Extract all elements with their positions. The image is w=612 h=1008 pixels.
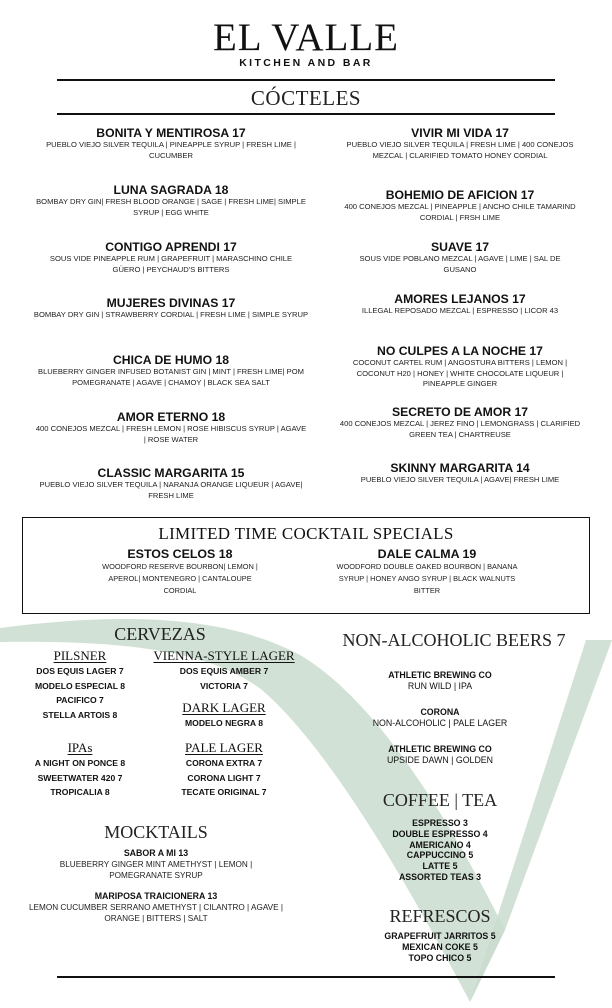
item-name: AMORES LEJANOS 17 [394, 292, 526, 306]
item-name: CHICA DE HUMO 18 [112, 353, 230, 367]
item-description: WOODFORD DOUBLE OAKED BOURBON | BANANA SYRUP | HONEY ANGO SYRUP | BLACK WALNUTS BITTER [336, 562, 518, 595]
special-item [95, 547, 265, 597]
coffee-item: CAPPUCCINO 5 [406, 850, 474, 861]
item-name: SABOR A MI 13 [123, 848, 189, 858]
beer-item: MODELO NEGRA 8 [185, 718, 263, 728]
menu-item [332, 240, 588, 292]
coffee-tea-title: COFFEE | TEA [382, 790, 498, 810]
beer-item: SWEETWATER 420 7 [37, 772, 123, 783]
beer-item: CORONA LIGHT 7 [187, 772, 261, 783]
item-name: CONTIGO APRENDI 17 [105, 240, 237, 254]
beer-group-pilsner [20, 648, 140, 722]
beer-group-heading: PALE LAGER [185, 740, 263, 755]
beer-item: PACIFICO 7 [56, 695, 104, 705]
beer-group-heading: IPAs [67, 740, 93, 755]
item-description: LEMON CUCUMBER SERRANO AMETHYST | CILANTRO | AGAVE | ORANGE | BITTERS | SALT [28, 903, 284, 923]
menu-item [28, 183, 314, 240]
menu-item [332, 344, 588, 405]
menu-item [28, 126, 314, 183]
na-beer-item [340, 744, 540, 766]
item-description: SOUS VIDE POBLANO MEZCAL | AGAVE | LIME | SAL DE GUSANO [359, 254, 561, 274]
item-description: 400 CONEJOS MEZCAL | FRESH LEMON | ROSE HIBISCUS SYRUP | AGAVE | ROSE WATER [35, 424, 307, 444]
coffee-item: ASSORTED TEAS 3 [398, 871, 482, 882]
menu-item [28, 466, 314, 501]
beer-group-vienna [144, 648, 304, 693]
item-name: BOHEMIO DE AFICION 17 [385, 188, 535, 202]
item-name: CORONA [420, 707, 460, 717]
cocteles-right-column [332, 126, 588, 486]
item-description: SOUS VIDE PINEAPPLE RUM | GRAPEFRUIT | MARASCHINO CHILE GÜERO | PEYCHAUD'S BITTERS [49, 254, 293, 274]
header-rule-top [57, 79, 555, 81]
na-beer-item [340, 707, 540, 729]
menu-item [28, 296, 314, 353]
beer-item: DOS EQUIS LAGER 7 [36, 666, 124, 676]
item-name: NO CULPES A LA NOCHE 17 [377, 344, 543, 358]
beer-group-heading: PILSNER [53, 648, 107, 663]
item-name: VIVIR MI VIDA 17 [411, 126, 509, 140]
specials-box [22, 517, 590, 614]
special-item [333, 547, 521, 597]
cocteles-left-column [28, 126, 314, 501]
refresco-item: TOPO CHICO 5 [408, 952, 472, 963]
item-description: BOMBAY DRY GIN| FRESH BLOOD ORANGE | SAGE | FRESH LIME| SIMPLE SYRUP | EGG WHITE [36, 197, 306, 217]
brand-logo [0, 18, 612, 69]
menu-item [28, 410, 314, 466]
beer-item: TROPICALIA 8 [50, 787, 110, 797]
menu-item [28, 240, 314, 296]
specials-title: LIMITED TIME COCKTAIL SPECIALS [158, 524, 454, 543]
menu-item [332, 461, 588, 486]
beer-group-ipas [20, 740, 140, 800]
item-description: PUEBLO VIEJO SILVER TEQUILA | FRESH LIME | 400 CONEJOS MEZCAL | CLARIFIED TOMATO HONEY CORDIAL [346, 140, 574, 160]
beer-group-pale [144, 740, 304, 800]
refresco-item: GRAPEFRUIT JARRITOS 5 [384, 931, 496, 941]
beer-item: DOS EQUIS AMBER 7 [179, 666, 269, 676]
beer-item: VICTORIA 7 [200, 680, 248, 691]
item-description: 400 CONEJOS MEZCAL | PINEAPPLE | ANCHO CHILE TAMARIND CORDIAL | FRSH LIME [344, 202, 576, 222]
item-name: DALE CALMA 19 [377, 547, 477, 561]
item-name: ESTOS CELOS 18 [127, 547, 233, 561]
item-description: UPSIDE DAWN | GOLDEN [386, 755, 494, 765]
item-description: ILLEGAL REPOSADO MEZCAL | ESPRESSO | LICOR 43 [361, 306, 559, 315]
item-description: 400 CONEJOS MEZCAL | JEREZ FINO | LEMONGRASS | CLARIFIED GREEN TEA | CHARTREUSE [339, 419, 581, 439]
item-name: SUAVE 17 [430, 240, 490, 254]
coffee-list [340, 818, 540, 883]
item-name: LUNA SAGRADA 18 [113, 183, 229, 197]
beer-item: MODELO ESPECIAL 8 [34, 680, 126, 691]
cervezas-title: CERVEZAS [114, 624, 206, 644]
cocteles-title: CÓCTELES [250, 86, 362, 110]
coffee-item: DOUBLE ESPRESSO 4 [392, 828, 488, 839]
item-name: SECRETO DE AMOR 17 [391, 405, 529, 419]
item-name: MARIPOSA TRAICIONERA 13 [94, 891, 218, 901]
menu-item [332, 292, 588, 344]
beer-item: STELLA ARTOIS 8 [42, 709, 118, 720]
brand-name: EL VALLE [212, 16, 399, 59]
footer-rule [57, 976, 555, 978]
item-name: BONITA Y MENTIROSA 17 [96, 126, 246, 140]
header-rule-bottom [57, 113, 555, 115]
item-description: NON-ALCOHOLIC | PALE LAGER [372, 718, 508, 728]
coffee-item: ESPRESSO 3 [412, 818, 468, 828]
item-name: SKINNY MARGARITA 14 [390, 461, 530, 475]
refresco-item: MEXICAN COKE 5 [402, 941, 478, 952]
item-description: BLUEBERRY GINGER MINT AMETHYST | LEMON | POMEGRANATE SYRUP [59, 860, 253, 880]
item-description: PUEBLO VIEJO SILVER TEQUILA | PINEAPPLE SYRUP | FRESH LIME | CUCUMBER [46, 140, 296, 160]
refrescos-title: REFRESCOS [389, 906, 491, 926]
item-name: CLASSIC MARGARITA 15 [97, 466, 245, 480]
beer-item: CORONA EXTRA 7 [185, 758, 263, 768]
item-name: ATHLETIC BREWING CO [388, 670, 492, 680]
item-description: PUEBLO VIEJO SILVER TEQUILA | AGAVE| FRESH LIME [360, 475, 560, 484]
beer-group-heading: DARK LAGER [182, 700, 266, 715]
coffee-item: AMERICANO 4 [409, 839, 471, 850]
refrescos-list [340, 931, 540, 963]
beer-group-heading: VIENNA-STYLE LAGER [153, 648, 295, 663]
mocktails-title: MOCKTAILS [104, 822, 208, 842]
beer-item: A NIGHT ON PONCE 8 [34, 758, 126, 768]
mocktail-item [24, 848, 288, 881]
item-description: PUEBLO VIEJO SILVER TEQUILA | NARANJA ORANGE LIQUEUR | AGAVE| FRESH LIME [39, 480, 303, 500]
non-alcoholic-title: NON-ALCOHOLIC BEERS 7 [342, 630, 566, 650]
menu-item [332, 188, 588, 240]
item-description: BLUEBERRY GINGER INFUSED BOTANIST GIN | MINT | FRESH LIME| POM POMEGRANATE | AGAVE | CHAMOY | BLACK SEA SALT [38, 367, 304, 387]
menu-item [332, 126, 588, 188]
beer-group-dark [144, 700, 304, 731]
menu-item [332, 405, 588, 461]
item-description: COCONUT CARTEL RUM | ANGOSTURA BITTERS | LEMON | COCONUT H20 | HONEY | WHITE CHOCOLATE LIQUEUR | PINEAPPLE GINGER [352, 358, 568, 388]
brand-subtitle: KITCHEN AND BAR [239, 57, 373, 69]
item-name: ATHLETIC BREWING CO [388, 744, 492, 754]
beer-item: TECATE ORIGINAL 7 [181, 787, 267, 797]
item-description: RUN WILD | IPA [407, 681, 473, 691]
menu-item [28, 353, 314, 410]
item-description: WOODFORD RESERVE BOURBON| LEMON | APEROL| MONTENEGRO | CANTALOUPE CORDIAL [102, 562, 258, 595]
coffee-item: LATTE 5 [422, 861, 458, 872]
mocktail-item [14, 891, 298, 924]
na-beer-item [340, 670, 540, 692]
item-name: AMOR ETERNO 18 [116, 410, 226, 424]
item-description: BOMBAY DRY GIN | STRAWBERRY CORDIAL | FRESH LIME | SIMPLE SYRUP [33, 310, 309, 319]
item-name: MUJERES DIVINAS 17 [106, 296, 236, 310]
